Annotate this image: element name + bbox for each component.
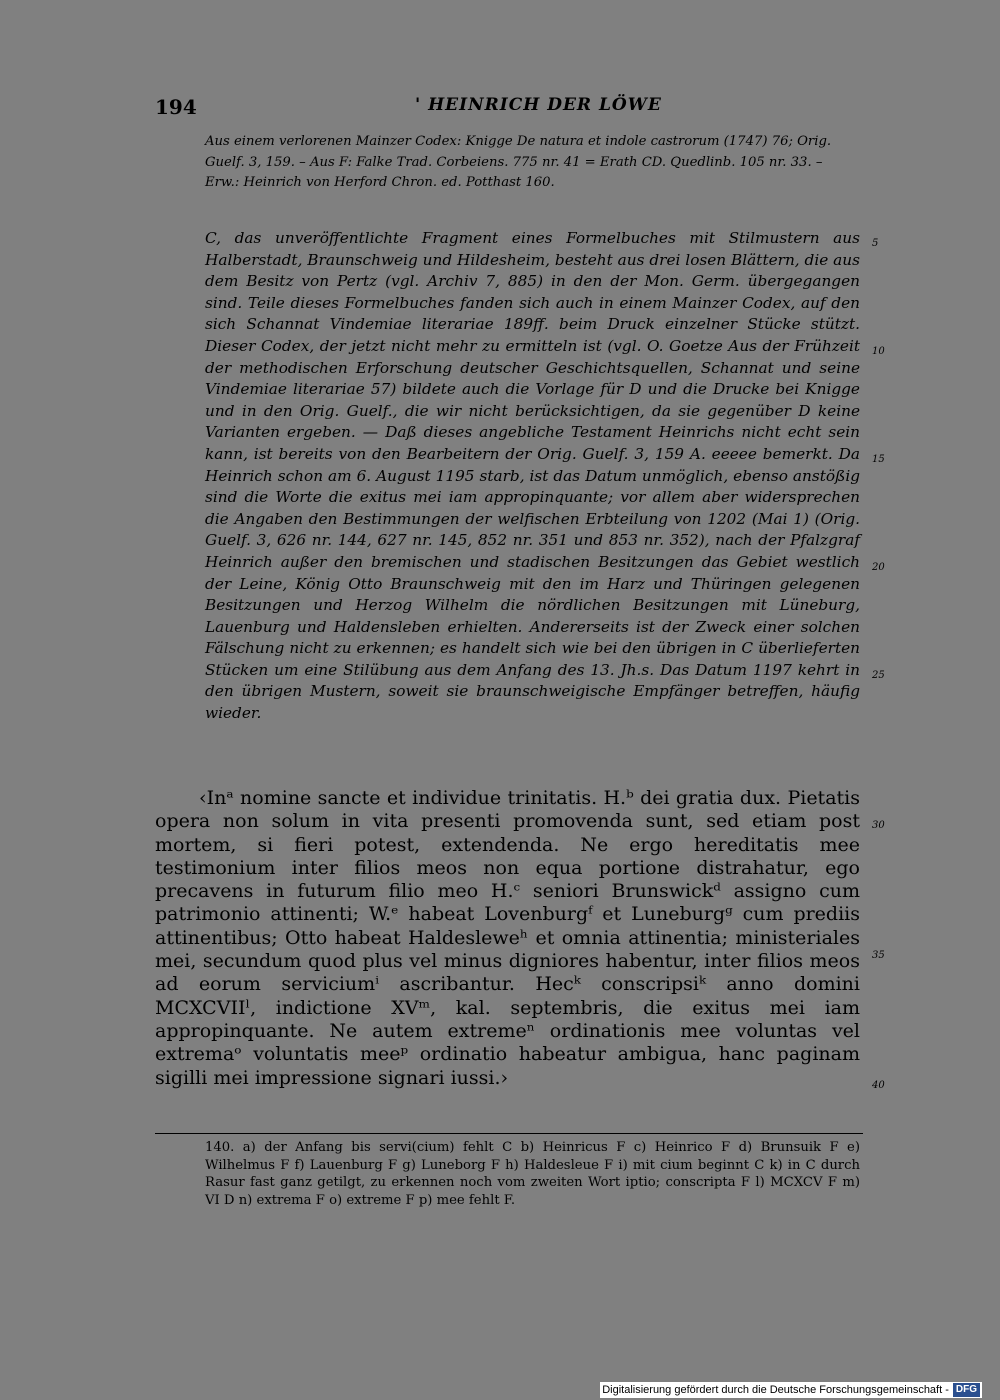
line-number: 20 — [872, 562, 885, 573]
apparatus-paragraph: 140. a) der Anfang bis servi(cium) fehlt C b) Heinricus F c) Heinrico F d) Brunsuik F e) Wilhelmus F f) Lauenburg F g) Luneborg F h) Haldesleue F i) mit cium beginnt C k) in C durch Rasur fast ganz getilgt, zu erkennen noch vom zweiten Wort iptio; conscripta F l) MCXCV F m) VI D n) extrema F o) extreme F p) mee fehlt F. — [205, 1140, 860, 1208]
line-number: 5 — [872, 238, 879, 249]
book-page — [120, 60, 910, 1350]
line-number: 25 — [872, 670, 885, 681]
critical-apparatus — [205, 1139, 860, 1209]
line-number: 35 — [872, 950, 885, 961]
commentary-paragraph: C, das unveröffentlichte Fragment eines Formelbuches mit Stilmustern aus Halberstadt, Braunschweig und Hildesheim, besteht aus drei losen Blättern, die aus dem Besitz von Pertz (vgl. Archiv 7, 885) in den der Mon. Germ. übergegangen sind. Teile dieses Formelbuches fanden sich auch in einem Mainzer Codex, auf den sich Schannat Vindemiae literariae 189ff. beim Druck einzelner Stücke stützt. Dieser Codex, der jetzt nicht mehr zu ermitteln ist (vgl. O. Goetze Aus der Frühzeit der methodischen Erforschung deutscher Geschichtsquellen, Schannat und seine Vindemiae literariae 57) bildete auch die Vorlage für D und die Drucke bei Knigge und in den Orig. Guelf., die wir nicht berücksichtigen, da sie gegenüber D keine Varianten ergeben. — Daß dieses angebliche Testament Heinrichs nicht echt sein kann, ist bereits von den Bearbeitern der Orig. Guelf. 3, 159 A. eeeee bemerkt. Da Heinrich schon am 6. August 1195 starb, ist das Datum unmöglich, ebenso anstößig sind die Worte die exitus mei iam appropinquante; vor allem aber widersprechen die Angaben den Bestimmungen der welfischen Erbteilung von 1202 (Mai 1) (Orig. Guelf. 3, 626 nr. 144, 627 nr. 145, 852 nr. 351 und 853 nr. 352), nach der Pfalzgraf Heinrich außer den bremischen und stadischen Besitzungen das Gebiet westlich der Leine, König Otto Braunschweig mit den im Harz und Thüringen gelegenen Besitzungen und Herzog Wilhelm die nördlichen Besitzungen mit Lüneburg, Lauenburg und Haldensleben erhielten. Andererseits ist der Zweck einer solchen Fälschung nicht zu erkennen; es handelt sich wie bei den übrigen in C überlieferten Stücken um eine Stilübung aus dem Anfang des 13. Jh.s. Das Datum 1197 kehrt in den übrigen Mustern, soweit sie braunschweigische Empfänger betreffen, häufig wieder. — [205, 229, 860, 723]
commentary — [205, 228, 860, 725]
line-number: 40 — [872, 1080, 885, 1091]
line-number: 30 — [872, 820, 885, 831]
line-number: 10 — [872, 346, 885, 357]
running-title: ' HEINRICH DER LÖWE — [415, 95, 662, 115]
line-number: 15 — [872, 454, 885, 465]
charter-text — [155, 787, 860, 1090]
footnote-rule — [155, 1133, 863, 1134]
page-number: 194 — [155, 95, 197, 119]
funding-text: Digitalisierung gefördert durch die Deutsche Forschungsgemeinschaft - — [602, 1384, 949, 1396]
charter-paragraph: ‹Inᵃ nomine sancte et individue trinitatis. H.ᵇ dei gratia dux. Pietatis opera non solum in vita presenti promovenda sunt, sed etiam post mortem, si fieri potest, extendenda. Ne ergo hereditatis mee testimonium inter filios meos non equa portione distrahatur, ego precavens in futurum filio meo H.ᶜ seniori Brunswickᵈ assigno cum patrimonio attinenti; W.ᵉ habeat Lovenburgᶠ et Luneburgᵍ cum prediis attinentibus; Otto habeat Haldesleweʰ et omnia attinentia; ministeriales mei, secundum quod plus vel minus digniores habentur, inter filios meos ad eorum serviciumⁱ ascribantur. Hecᵏ conscripsiᵏ anno domini MCXCVIIˡ, indictione XVᵐ, kal. septembris, die exitus mei iam appropinquante. Ne autem extremeⁿ ordinationis mee voluntas vel extremaᵒ voluntatis meeᵖ ordinatio habeatur ambigua, hanc paginam sigilli mei impressione signari iussi.› — [155, 787, 860, 1089]
dfg-logo-icon: DFG — [953, 1383, 980, 1397]
page-header — [155, 95, 895, 119]
funding-footer — [600, 1382, 982, 1398]
source-references: Aus einem verlorenen Mainzer Codex: Knigge De natura et indole castrorum (1747) 76; Orig. Guelf. 3, 159. – Aus F: Falke Trad. Corbeiens. 775 nr. 41 = Erath CD. Quedlinb. 105 nr. 33. – Erw.: Heinrich von Herford Chron. ed. Potthast 160. — [205, 134, 832, 190]
